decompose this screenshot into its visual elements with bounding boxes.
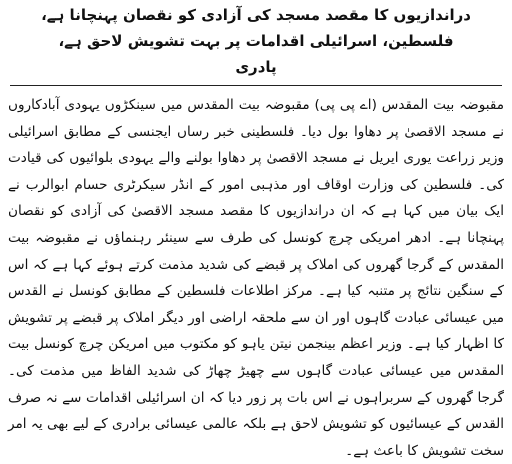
article-body: مقبوضہ بیت المقدس (اے پی پی) مقبوضہ بیت المقدس میں سینکڑوں یہودی آبادکاروں نے مسجد الاقصیٰ پر دھاوا بول دیا۔ فلسطینی خبر رساں ایجنسی کے مطابق اسرائیلی وزیر زراعت یوری ایریل نے مسجد الاقصیٰ پر دھاوا بولنے والے یہودی بلوائیوں کی قیادت کی۔ فلسطین کی وزارت اوقاف اور مذہبی امور کے انڈر سیکرٹری حسام ابوالرب نے ایک بیان میں کہا ہے کہ ان دراندازیوں کا مقصد مسجد الاقصیٰ کی آزادی کو نقصان پہنچانا ہے۔ ادھر امریکی چرچ کونسل کی طرف سے سینئر رہنماؤں نے مقبوضہ بیت المقدس کے گرجا گھروں کی املاک پر قبضے کی شدید مذمت کرتے ہوئے کہا ہے کہ اس کے سنگین نتائج پر متنبہ کیا ہے۔ مرکز اطلاعات فلسطین کے مطابق کونسل نے القدس میں عیسائی عبادت گاہوں اور ان سے ملحقہ اراضی اور دیگر املاک پر قبضے پر تشویش کا اظہار کیا ہے۔ وزیر اعظم بینجمن نیتن یاہو کو مکتوب میں امریکن چرچ کونسل بیت المقدس میں عیسائی عبادت گاہوں سے چھیڑ چھاڑ کی شدید الفاظ میں مذمت کی۔ گرجا گھروں کے سربراہوں نے اس بات پر زور دیا کہ ان اسرائیلی اقدامات سے نہ صرف القدس کے عیسائیوں کو تشویش لاحق ہے بلکہ عالمی عیسائی برادری کے لیے بھی یہ امر سخت تشویش کا باعث ہے۔ [8,97,504,459]
headline-line-2: پادری [235,58,277,76]
headline-divider [10,85,502,86]
headline-line-1: دراندازیوں کا مقصد مسجد کی آزادی کو نقصان پہنچانا ہے، فلسطین، اسرائیلی اقدامات پر بہت تشویش لاحق ہے، [41,6,471,50]
